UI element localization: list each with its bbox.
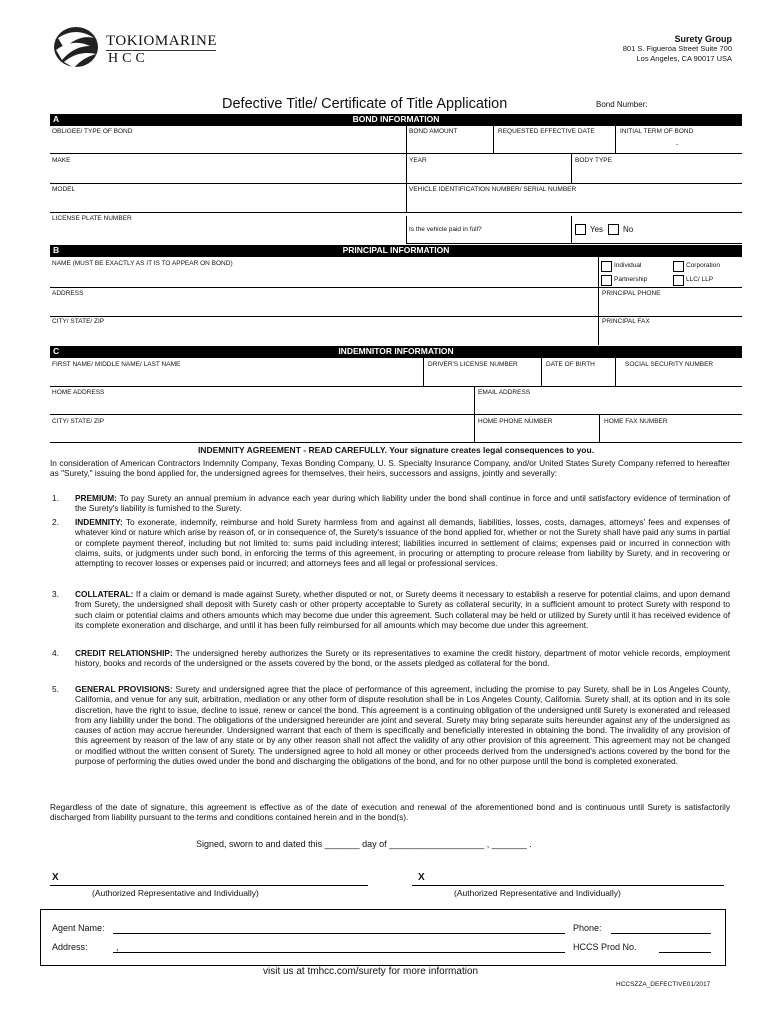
home-address-label: HOME ADDRESS: [52, 389, 105, 396]
row-line: [406, 243, 742, 244]
section-letter: C: [53, 346, 60, 356]
corporation-checkbox[interactable]: [673, 261, 684, 272]
principal-name-label: NAME (MUST BE EXACTLY AS IT IS TO APPEAR ON BOND): [52, 260, 233, 267]
agent-name-input[interactable]: [113, 933, 565, 934]
divider: [615, 126, 616, 153]
bond-number-label: Bond Number:: [596, 100, 648, 109]
divider: [406, 216, 407, 243]
section-c-header: [50, 346, 742, 358]
agent-name-label: Agent Name:: [52, 923, 105, 933]
company-name: Surety Group: [674, 34, 732, 44]
page-title: Defective Title/ Certificate of Title Application: [222, 96, 508, 112]
city-label: CITY/ STATE/ ZIP: [52, 418, 105, 425]
vin-label: VEHICLE IDENTIFICATION NUMBER/ SERIAL NUMBER: [409, 186, 577, 193]
row-line: [50, 183, 742, 184]
year-label: YEAR: [409, 157, 427, 164]
agreement-item-indemnity: [75, 517, 730, 568]
make-label: MAKE: [52, 157, 71, 164]
agreement-item-credit: [75, 648, 730, 669]
agreement-closing: Regardless of the date of signature, this agreement is effective as of the date of execution and renewal of the aforementioned bond and is continuous until Surety is satisfactorily discharged from liability pursuant to the terms and conditions contained herein and in the bond(s).: [50, 802, 730, 823]
row-line: [50, 212, 742, 213]
divider: [598, 316, 599, 345]
section-title: PRINCIPAL INFORMATION: [342, 245, 450, 255]
signed-sworn-line: Signed, sworn to and dated this _______ day of ___________________ , _______ .: [196, 839, 532, 849]
section-title: INDEMNITOR INFORMATION: [338, 346, 454, 356]
footer-visit: visit us at tmhcc.com/surety for more information: [263, 966, 479, 977]
prod-no-input[interactable]: [659, 952, 711, 953]
row-line: [50, 287, 742, 288]
drivers-license-label: DRIVER'S LICENSE NUMBER: [428, 361, 518, 368]
signature-line[interactable]: [50, 885, 368, 886]
signature-x: X: [418, 872, 425, 883]
partnership-label: Partnership: [614, 276, 648, 283]
item-text: To exonerate, indemnify, reimburse and hold Surety harmless from and against all demands, liabilities, losses, costs, damages, attorneys' fees and expenses of whatever kind or nature which arise by reason of, or in consequence of, the Surety's issuance of the bond applied for, whether or not the Surety shall have paid any sums in partial or complete payment thereof, including but not limited to: sums paid including interest; liabilities incurred in settlement of claims; expenses paid or incurred in connection with claims, suits, or judgments under such bond, in enforcing the terms of this agreement, in procuring or attempting to procure release from liability by Surety, and in recovering or attempting to recover losses or expenses paid or incurred; and attorneys fees and all legal or professional services.: [75, 517, 730, 569]
signature-line[interactable]: [412, 885, 724, 886]
principal-phone-label: PRINCIPAL PHONE: [602, 290, 661, 297]
signature-caption: (Authorized Representative and Individually): [454, 888, 621, 898]
row-line: [50, 316, 742, 317]
home-phone-label: HOME PHONE NUMBER: [478, 418, 553, 425]
row-line: [50, 153, 742, 154]
divider: [615, 358, 616, 386]
body-type-label: BODY TYPE: [575, 157, 612, 164]
divider: [474, 414, 475, 442]
row-line: [50, 414, 742, 415]
section-letter: A: [53, 114, 60, 124]
individual-checkbox[interactable]: [601, 261, 612, 272]
section-a-header: [50, 114, 742, 126]
divider: [598, 257, 599, 288]
divider: [571, 153, 572, 183]
row-line: [50, 386, 742, 387]
address-line-1: 801 S. Figueroa Street Suite 700: [622, 44, 732, 53]
agreement-heading: INDEMNITY AGREEMENT - READ CAREFULLY. Your signature creates legal consequences to you.: [197, 445, 595, 455]
first-name-label: FIRST NAME/ MIDDLE NAME/ LAST NAME: [52, 361, 181, 368]
item-number: 1.: [52, 493, 59, 503]
paid-no-checkbox[interactable]: [608, 224, 619, 235]
divider: [423, 358, 424, 386]
divider: [474, 386, 475, 414]
divider: [598, 287, 599, 316]
agreement-intro: In consideration of American Contractors Indemnity Company, Texas Bonding Company, U. S. Specialty Insurance Company, and/or United States Surety Company referred to hereafter as "Surety," issuing the bond applied for, the undersigned agrees for themselves, their heirs, successors and assigns, jointly and severally:: [50, 458, 730, 479]
phone-label: Phone:: [573, 923, 602, 933]
item-number: 4.: [52, 648, 59, 658]
term-dash: -: [676, 141, 679, 148]
model-label: MODEL: [52, 186, 76, 193]
divider: [599, 414, 600, 442]
item-title: CREDIT RELATIONSHIP:: [75, 648, 173, 658]
partnership-checkbox[interactable]: [601, 275, 612, 286]
logo-mark-icon: [50, 24, 102, 70]
address-line-2: Los Angeles, CA 90017 USA: [636, 54, 732, 63]
brand-name: TOKIOMARINE: [106, 33, 218, 49]
llc-label: LLC/ LLP: [686, 276, 714, 283]
section-letter: B: [53, 245, 60, 255]
item-title: INDEMNITY:: [75, 517, 123, 527]
email-label: EMAIL ADDRESS: [478, 389, 531, 396]
item-number: 5.: [52, 684, 59, 694]
item-text: Surety and undersigned agree that the place of performance of this agreement, including the promise to pay Surety, shall be in Los Angeles County, California, and venue for any suit, arbitration, mediation or any other form of dispute resolution shall be in Los Angeles County, California. Surety shall, at its option and in its sole discretion, have the right to issue, decline to issue, renew or cancel the bond. This agreement is a continuing obligation of the undersigned until Surety is exonerated and released from any liability under the bond. The obligations of the undersigned hereunder are joint and several. Surety may bring separate suits hereunder against any of the undersigned as causes of action may accrue hereunder. Undersigned warrant that each of them is specifically and beneficially interested in obtaining the bond. The invalidity of any provision of this agreement by reason of the law of any state or by any other reason shall not affect the validity of any other provision of this agreement. This agreement may not be changed or modified without the written consent of Surety. The undersigned agree to hold all money or other proceeds derived from the undersigned's actions covered by the bond for the purpose of performing the duties owed under the bond and discharging the obligations of the bond, and for no other purpose until the bond is completed exonerated.: [75, 684, 730, 767]
divider: [406, 183, 407, 212]
row-line: [50, 442, 742, 443]
paid-question: Is the vehicle paid in full?: [409, 226, 482, 233]
agent-address-input[interactable]: [113, 952, 565, 953]
effective-date-label: REQUESTED EFFECTIVE DATE: [498, 128, 595, 135]
divider: [541, 358, 542, 386]
corporation-label: Corporation: [686, 262, 720, 269]
prod-no-label: HCCS Prod No.: [573, 942, 637, 952]
divider: [406, 153, 407, 183]
agreement-item-collateral: [75, 589, 730, 630]
item-text: If a claim or demand is made against Surety, whether disputed or not, or Surety deems it necessary to establish a reserve for potential claims, and upon demand from Surety, the undersigned shall deposit with Surety cash or other property acceptable to Surety as collateral security, in a sufficient amount to protect Surety with respond to such claim or potential claims and others amounts which may become due under this agreement. Such collateral may be held or utilized by Surety until it has received evidence of its complete exoneration and discharge, and until it has been fully reimbursed for all amounts which may become due under this agreement.: [75, 589, 730, 630]
signature-x: X: [52, 872, 59, 883]
city-label: CITY/ STATE/ ZIP: [52, 318, 105, 325]
signature-caption: (Authorized Representative and Individually): [92, 888, 259, 898]
paid-no-label: No: [623, 225, 634, 234]
divider: [406, 126, 407, 153]
section-title: BOND INFORMATION: [352, 114, 440, 124]
item-title: GENERAL PROVISIONS:: [75, 684, 173, 694]
individual-label: Individual: [614, 262, 642, 269]
divider: [571, 216, 572, 243]
paid-yes-checkbox[interactable]: [575, 224, 586, 235]
item-number: 3.: [52, 589, 59, 599]
company-address-block: [623, 34, 732, 64]
dob-label: DATE OF BIRTH: [546, 361, 595, 368]
brand-subname: HCC: [108, 51, 149, 66]
obligee-label: OBLIGEE/ TYPE OF BOND: [52, 128, 133, 135]
ssn-label: SOCIAL SECURITY NUMBER: [625, 361, 714, 368]
phone-input[interactable]: [611, 933, 711, 934]
paid-yes-label: Yes: [590, 225, 604, 234]
agreement-item-premium: [75, 493, 730, 514]
agent-address-label: Address:: [52, 942, 88, 952]
item-title: PREMIUM:: [75, 493, 117, 503]
form-code: HCCSZZA_DEFECTIVE01/2017: [616, 981, 711, 988]
item-title: COLLATERAL:: [75, 589, 134, 599]
item-text: To pay Surety an annual premium in advance each year during which liability under the bond shall continue in force and until satisfactory evidence of termination of the Surety's liability is furnished to the Surety.: [75, 493, 730, 514]
address-comma: ,: [116, 942, 119, 952]
principal-fax-label: PRINCIPAL FAX: [602, 318, 650, 325]
llc-checkbox[interactable]: [673, 275, 684, 286]
bond-amount-label: BOND AMOUNT: [409, 128, 458, 135]
agent-box: [40, 909, 726, 966]
address-label: ADDRESS: [52, 290, 84, 297]
item-text: The undersigned hereby authorizes the Surety or its representatives to examine the credit history, department of motor vehicle records, employment history, books and records of the undersigned or the assets covered by the bond, or the assets pledged as collateral for the bond.: [75, 648, 730, 669]
item-number: 2.: [52, 517, 59, 527]
section-b-header: [50, 245, 742, 257]
divider: [493, 126, 494, 153]
home-fax-label: HOME FAX NUMBER: [604, 418, 668, 425]
license-plate-label: LICENSE PLATE NUMBER: [52, 215, 132, 222]
initial-term-label: INITIAL TERM OF BOND: [620, 128, 694, 135]
company-logo: [50, 24, 220, 70]
agreement-item-general: [75, 684, 730, 766]
